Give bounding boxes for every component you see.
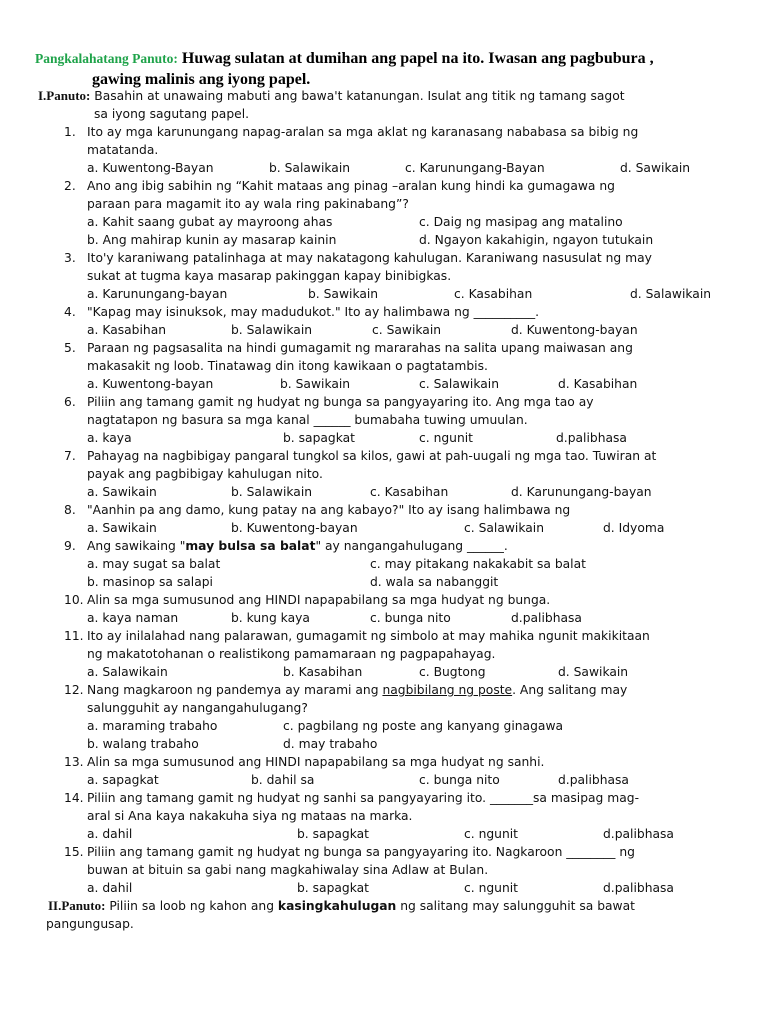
question-number: 3. <box>64 251 76 265</box>
question-11 <box>64 627 744 681</box>
question-text: buwan at bituin sa gabi nang magkahiwalay sina Adlaw at Bulan. <box>87 863 489 877</box>
options-row <box>87 825 744 843</box>
question-text: Pahayag na nagbibigay pangaral tungkol sa kilos, gawi at pah-uugali ng mga tao. Tuwiran at <box>87 449 657 463</box>
question-text-part: . Ang salitang may <box>512 683 628 697</box>
question-1 <box>64 123 744 177</box>
question-number: 13. <box>64 755 84 769</box>
question-number: 4. <box>64 305 76 319</box>
option-b: b. Kuwentong-bayan <box>231 521 358 535</box>
option-a: a. Kuwentong-Bayan <box>87 161 214 175</box>
question-5 <box>64 339 744 393</box>
question-number: 12. <box>64 683 84 697</box>
option-c: c. Salawikain <box>464 521 544 535</box>
option-b: b. sapagkat <box>297 881 369 895</box>
question-text: paraan para magamit ito ay wala ring pakinabang”? <box>87 197 409 211</box>
option-b: b. walang trabaho <box>87 737 199 751</box>
option-b: b. kung kaya <box>231 611 310 625</box>
question-text: nagtatapon ng basura sa mga kanal ______ bumabaha tuwing umuulan. <box>87 413 528 427</box>
question-text: Paraan ng pagsasalita na hindi gumagamit ng mararahas na salita upang maiwasan ang <box>87 341 633 355</box>
option-a: a. Kasabihan <box>87 323 167 337</box>
question-3 <box>64 249 744 303</box>
option-d: d. wala sa nabanggit <box>370 575 499 589</box>
section-1-instructions <box>38 87 743 123</box>
option-b: b. Salawikain <box>231 323 313 337</box>
option-c: c. Salawikain <box>419 377 499 391</box>
question-4 <box>64 303 744 339</box>
question-text: Ito'y karaniwang patalinhaga at may nakatagong kahulugan. Karaniwang nasusulat ng may <box>87 251 652 265</box>
question-number: 10. <box>64 593 84 607</box>
question-text: Alin sa mga sumusunod ang HINDI napapabilang sa mga hudyat ng bunga. <box>87 593 551 607</box>
option-d: d. Kuwentong-bayan <box>511 323 638 337</box>
options-row <box>87 573 744 591</box>
question-12 <box>64 681 744 753</box>
question-13 <box>64 753 744 789</box>
question-2 <box>64 177 744 249</box>
options-row <box>87 285 744 303</box>
section-2-text-b: ng salitang may salungguhit sa bawat <box>396 899 635 913</box>
option-b: b. Sawikain <box>308 287 379 301</box>
general-instructions <box>35 48 735 90</box>
options-row <box>87 213 744 231</box>
option-c: c. Sawikain <box>372 323 442 337</box>
option-c: c. ngunit <box>419 431 474 445</box>
options-row <box>87 717 744 735</box>
question-number: 1. <box>64 125 76 139</box>
options-row <box>87 375 744 393</box>
option-d: d. Kasabihan <box>558 377 638 391</box>
option-a: a. dahil <box>87 827 133 841</box>
question-14 <box>64 789 744 843</box>
question-text: sukat at tugma kaya masarap pakinggan kapay binibigkas. <box>87 269 452 283</box>
option-c: c. Bugtong <box>419 665 486 679</box>
option-d: d.palibhasa <box>558 773 629 787</box>
general-instructions-text: Huwag sulatan at dumihan ang papel na ito. Iwasan ang pagbubura , <box>181 50 654 67</box>
options-row <box>87 321 744 339</box>
underlined-phrase: nagbibilang ng poste <box>382 683 513 697</box>
question-8 <box>64 501 744 537</box>
option-a: a. maraming trabaho <box>87 719 218 733</box>
option-c: c. ngunit <box>464 827 519 841</box>
question-text-part: Nang magkaroon ng pandemya ay marami ang <box>87 683 383 697</box>
options-row <box>87 663 744 681</box>
question-text: aral si Ana kaya nakakuha siya ng mataas na marka. <box>87 809 413 823</box>
question-text <box>87 537 744 555</box>
question-text: Alin sa mga sumusunod ang HINDI napapabilang sa mga hudyat ng sanhi. <box>87 755 545 769</box>
question-text-part: " ay nangangahulugang ______. <box>315 539 508 553</box>
question-text: salungguhit ay nangangahulugang? <box>87 701 308 715</box>
question-text: Ito ay mga karunungang napag-aralan sa mga aklat ng karanasang nababasa sa bibig ng <box>87 125 639 139</box>
section-1-text-2: sa iyong sagutang papel. <box>94 107 250 121</box>
option-d: d. Karunungang-bayan <box>511 485 652 499</box>
option-a: a. Sawikain <box>87 521 157 535</box>
question-9 <box>64 537 744 591</box>
option-b: b. Kasabihan <box>283 665 363 679</box>
option-d: d.palibhasa <box>603 827 674 841</box>
option-a: a. Sawikain <box>87 485 157 499</box>
question-number: 14. <box>64 791 84 805</box>
option-d: d. Sawikain <box>558 665 629 679</box>
question-number: 11. <box>64 629 84 643</box>
options-row <box>87 609 744 627</box>
options-row <box>87 735 744 753</box>
question-7 <box>64 447 744 501</box>
option-b: b. Ang mahirap kunin ay masarap kainin <box>87 233 337 247</box>
option-a: a. kaya <box>87 431 132 445</box>
option-a: a. dahil <box>87 881 133 895</box>
question-text: matatanda. <box>87 143 159 157</box>
option-c: c. Kasabihan <box>370 485 449 499</box>
option-c: c. Karunungang-Bayan <box>405 161 545 175</box>
question-number: 15. <box>64 845 84 859</box>
option-a: a. kaya naman <box>87 611 179 625</box>
question-text: "Aanhin pa ang damo, kung patay na ang kabayo?" Ito ay isang halimbawa ng <box>87 503 571 517</box>
question-number: 8. <box>64 503 76 517</box>
option-c: c. may pitakang nakakabit sa balat <box>370 557 586 571</box>
question-text: Piliin ang tamang gamit ng hudyat ng bunga sa pangyayaring ito. Ang mga tao ay <box>87 395 594 409</box>
question-6 <box>64 393 744 447</box>
option-d: d. may trabaho <box>283 737 378 751</box>
option-c: c. ngunit <box>464 881 519 895</box>
options-row <box>87 159 744 177</box>
question-text: "Kapag may isinuksok, may madudukot." Ito ay halimbawa ng __________. <box>87 305 540 319</box>
question-number: 2. <box>64 179 76 193</box>
option-a: a. Salawikain <box>87 665 168 679</box>
option-b: b. Sawikain <box>280 377 351 391</box>
question-text: makasakit ng loob. Tinatawag din itong kawikaan o pagtatambis. <box>87 359 488 373</box>
option-b: b. Salawikain <box>231 485 313 499</box>
section-2-instructions <box>48 897 748 933</box>
option-c: c. Daig ng masipag ang matalino <box>419 215 623 229</box>
option-b: b. dahil sa <box>251 773 315 787</box>
options-row <box>87 771 744 789</box>
option-a: a. sapagkat <box>87 773 159 787</box>
question-text: ng makatotohanan o realistikong pamamaraan ng pagpapahayag. <box>87 647 496 661</box>
section-2-bold-word: kasingkahulugan <box>277 899 397 913</box>
section-2-title: II.Panuto: <box>48 898 106 913</box>
options-row <box>87 231 744 249</box>
option-c: c. Kasabihan <box>454 287 533 301</box>
option-c: c. bunga nito <box>370 611 451 625</box>
section-1-text: Basahin at unawaing mabuti ang bawa't katanungan. Isulat ang titik ng tamang sagot <box>94 89 625 103</box>
section-2-text: Piliin sa loob ng kahon ang <box>109 899 278 913</box>
question-text: Piliin ang tamang gamit ng hudyat ng bunga sa pangyayaring ito. Nagkaroon ________ ng <box>87 845 635 859</box>
option-a: a. Karunungang-bayan <box>87 287 228 301</box>
general-instructions-text-2: gawing malinis ang iyong papel. <box>92 71 311 88</box>
option-d: d. Sawikain <box>620 161 691 175</box>
option-a: a. Kahit saang gubat ay mayroong ahas <box>87 215 333 229</box>
option-c: c. pagbilang ng poste ang kanyang ginagawa <box>283 719 564 733</box>
question-text: Piliin ang tamang gamit ng hudyat ng sanhi sa pangyayaring ito. _______sa masipag mag- <box>87 791 640 805</box>
option-d: d.palibhasa <box>511 611 582 625</box>
question-number: 5. <box>64 341 76 355</box>
question-text <box>87 681 744 699</box>
option-b: b. sapagkat <box>297 827 369 841</box>
question-text: Ano ang ibig sabihin ng “Kahit mataas ang pinag –aralan kung hindi ka gumagawa ng <box>87 179 615 193</box>
option-a: a. may sugat sa balat <box>87 557 221 571</box>
option-d: d.palibhasa <box>603 881 674 895</box>
options-row <box>87 429 744 447</box>
question-number: 6. <box>64 395 76 409</box>
question-text: Ito ay inilalahad nang palarawan, gumagamit ng simbolo at may mahika ngunit makikitaan <box>87 629 650 643</box>
option-c: c. bunga nito <box>419 773 500 787</box>
option-b: b. sapagkat <box>283 431 355 445</box>
question-text: payak ang pagbibigay kahulugan nito. <box>87 467 323 481</box>
option-a: a. Kuwentong-bayan <box>87 377 214 391</box>
section-2-text-2: pangungusap. <box>46 917 134 931</box>
option-b: b. Salawikain <box>269 161 351 175</box>
option-d: d. Ngayon kakahigin, ngayon tutukain <box>419 233 654 247</box>
option-d: d. Idyoma <box>603 521 665 535</box>
option-d: d. Salawikain <box>630 287 712 301</box>
question-number: 7. <box>64 449 76 463</box>
options-row <box>87 519 744 537</box>
idiom-bold: may bulsa sa balat <box>185 539 316 553</box>
general-instructions-label: Pangkalahatang Panuto: <box>35 51 178 66</box>
options-row <box>87 879 744 897</box>
question-number: 9. <box>64 539 76 553</box>
section-1-title: I.Panuto: <box>38 88 91 103</box>
options-row <box>87 483 744 501</box>
question-text-part: Ang sawikaing " <box>87 539 186 553</box>
question-10 <box>64 591 744 627</box>
question-15 <box>64 843 744 897</box>
option-b: b. masinop sa salapi <box>87 575 213 589</box>
options-row <box>87 555 744 573</box>
option-d: d.palibhasa <box>556 431 627 445</box>
